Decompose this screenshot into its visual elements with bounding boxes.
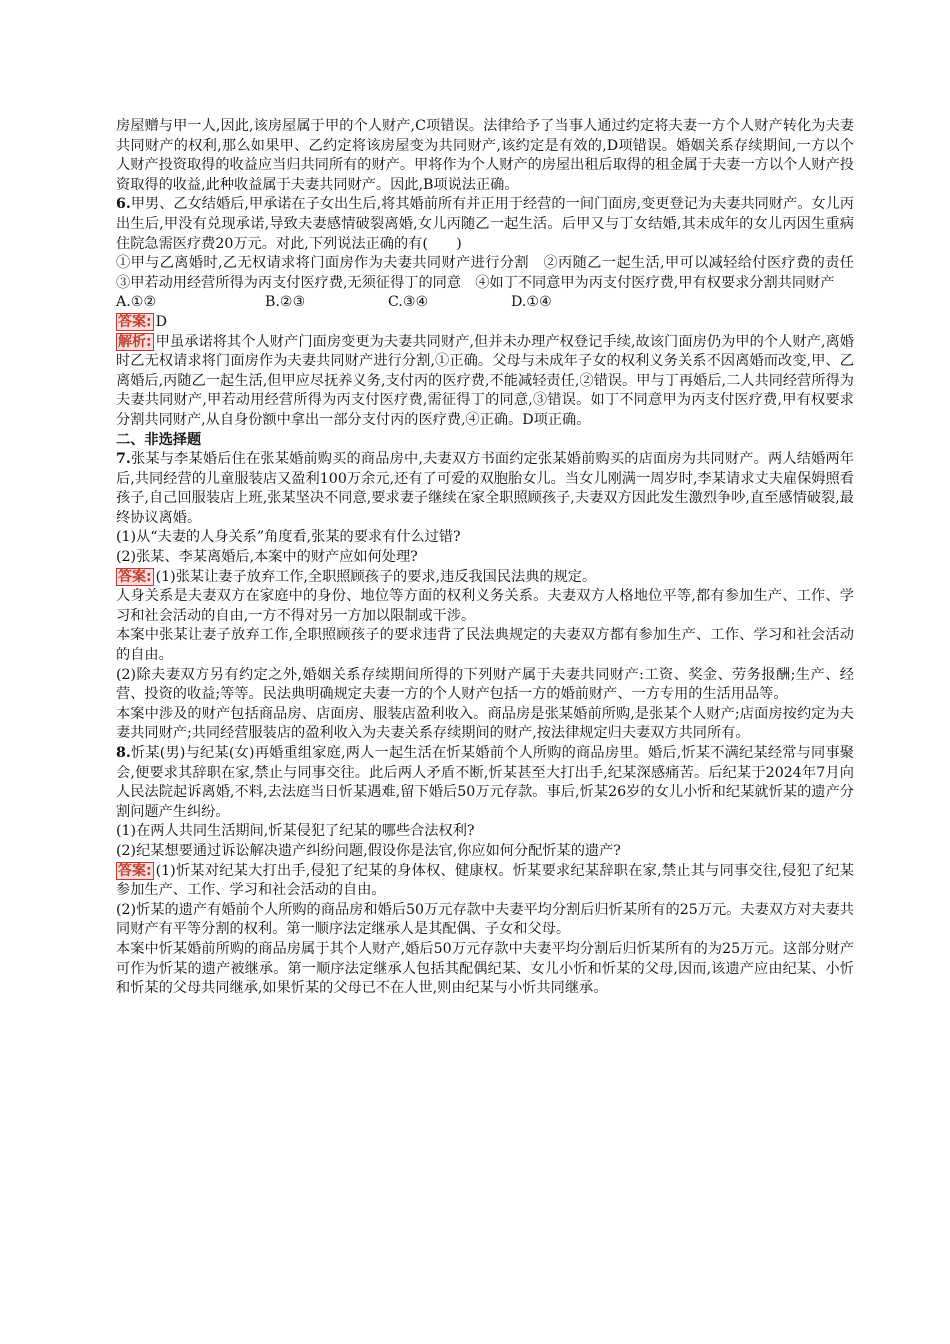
question-number: 7. <box>116 451 131 468</box>
answer-1 <box>116 568 854 588</box>
question-8 <box>116 744 854 999</box>
stem-text: 甲男、乙女结婚后,甲承诺在子女出生后,将其婚前所有并正用于经营的一间门面房,变更登记为夫妻共同财产。女儿丙出生后,甲没有兑现承诺,导致夫妻感情破裂离婚,女儿丙随乙一起生活。后甲又与丁女结婚,其未成年的女儿丙因生重病住院急需医疗费20万元。对此,下列说法正确的有( ) <box>116 196 854 252</box>
question-stem <box>116 195 854 254</box>
options-row <box>116 293 854 313</box>
answer-2: (2)忻某的遗产有婚前个人所购的商品房和婚后50万元存款中夫妻平均分割后归忻某所有的25万元。夫妻双方对夫妻共同财产有平等分割的权利。第一顺序法定继承人是其配偶、子女和父母。 <box>116 901 854 938</box>
answer-value: D <box>155 313 167 330</box>
question-stem <box>116 744 854 822</box>
answer-text: (1)张某让妻子放弃工作,全职照顾孩子的要求,违反我国民法典的规定。 <box>155 568 597 585</box>
continuation-paragraph: 房屋赠与甲一人,因此,该房屋属于甲的个人财产,C项错误。法律给予了当事人通过约定将夫妻一方个人财产转化为夫妻共同财产的权利,那么如果甲、乙约定将该房屋变为共同财产,该约定是有效的,D项错误。婚姻关系存续期间,一方以个人财产投资取得的收益应当归共同所有的财产。甲将作为个人财产的房屋出租后取得的租金属于夫妻一方以个人财产投资取得的收益,此种收益属于夫妻共同财产。因此,B项说法正确。 <box>116 118 854 193</box>
stem-text: 张某与李某婚后住在张某婚前购买的商品房中,夫妻双方书面约定张某婚前购买的店面房为共同财产。两人结婚两年后,共同经营的儿童服装店又盈利100万余元,还有了可爱的双胞胎女儿。当女儿刚满一周岁时,李某请求丈夫雇保姆照看孩子,自己回服装店上班,张某坚决不同意,要求妻子继续在家全职照顾孩子,夫妻双方因此发生激烈争吵,直至感情破裂,最终协议离婚。 <box>116 451 854 526</box>
answer-tag: 答案: <box>118 568 152 585</box>
sub-question-2: (2)纪某想要通过诉讼解决遗产纠纷问题,假设你是法官,你应如何分配忻某的遗产? <box>116 842 621 859</box>
sub-question-1: (1)从“夫妻的人身关系”角度看,张某的要求有什么过错? <box>116 529 461 546</box>
answer-text: (1)忻某对纪某大打出手,侵犯了纪某的身体权、健康权。忻某要求纪某辞职在家,禁止其与同事交往,侵犯了纪某参加生产、工作、学习和社会活动的自由。 <box>116 862 854 899</box>
answer-2: (2)除夫妻双方另有约定之外,婚姻关系存续期间所得的下列财产属于夫妻共同财产:工资、奖金、劳务报酬;生产、经营、投资的收益;等等。民法典明确规定夫妻一方的个人财产包括一方的婚前财产、一方专用的生活用品等。 <box>116 666 854 703</box>
answer-2-case: 本案中忻某婚前所购的商品房属于其个人财产,婚后50万元存款中夫妻平均分割后归忻某所有的为25万元。这部分财产可作为忻某的遗产被继承。第一顺序法定继承人包括其配偶纪某、女儿小忻和忻某的父母,因而,该遗产应由纪某、小忻和忻某的父母共同继承,如果忻某的父母已不在人世,则由纪某与小忻共同继承。 <box>116 940 854 997</box>
answer-tag: 答案: <box>118 313 152 330</box>
option-b: B.②③ <box>265 294 306 311</box>
answer-2-case: 本案中涉及的财产包括商品房、店面房、服装店盈利收入。商品房是张某婚前所购,是张某个人财产;店面房按约定为夫妻共同财产;共同经营服装店的盈利收入为夫妻关系存续期间的财产,按法律规定归夫妻双方共同所有。 <box>116 705 854 742</box>
question-number: 8. <box>116 745 131 761</box>
option-c: C.③④ <box>388 294 429 311</box>
answer-line <box>116 313 854 333</box>
answer-1 <box>116 862 854 901</box>
analysis-text: 甲虽承诺将其个人财产门面房变更为夫妻共同财产,但并未办理产权登记手续,故该门面房仍为甲的个人财产,离婚时乙无权请求将门面房作为夫妻共同财产进行分割,①正确。父母与未成年子女的权利义务关系不因离婚而改变,甲、乙离婚后,丙随乙一起生活,但甲应尽抚养义务,支付丙的医疗费,不能减轻责任,②错误。甲与丁再婚后,二人共同经营所得为夫妻共同财产,甲若动用经营所得为丙支付医疗费,需征得丁的同意,③错误。如丁不同意甲为丙支付医疗费,甲有权要求分割共同财产,从自身份额中拿出一部分支付丙的医疗费,④正确。D项正确。 <box>116 333 854 428</box>
option-a: A.①② <box>116 294 157 311</box>
question-stem <box>116 450 854 528</box>
sub-question-2: (2)张某、李某离婚后,本案中的财产应如何处理? <box>116 549 418 566</box>
question-6 <box>116 195 869 430</box>
stem-text: 忻某(男)与纪某(女)再婚重组家庭,两人一起生活在忻某婚前个人所购的商品房里。婚后,忻某不满纪某经常与同事聚会,便要求其辞职在家,禁止与同事交往。此后两人矛盾不断,忻某甚至大打出手,纪某深感痛苦。后纪某于2024年7月向人民法院起诉离婚,不料,去法庭当日忻某遇难,留下婚后50万元存款。事后,忻某26岁的女儿小忻和纪某就忻某的遗产分割问题产生纠纷。 <box>116 745 854 820</box>
sub-question-1: (1)在两人共同生活期间,忻某侵犯了纪某的哪些合法权利? <box>116 823 475 840</box>
question-number: 6. <box>116 196 131 213</box>
document-page <box>116 117 869 999</box>
option-d: D.①④ <box>511 294 552 311</box>
section-heading: 二、非选择题 <box>116 431 202 448</box>
analysis <box>116 333 854 431</box>
answer-1-case: 本案中张某让妻子放弃工作,全职照顾孩子的要求违背了民法典规定的夫妻双方都有参加生产、工作、学习和社会活动的自由。 <box>116 627 854 664</box>
question-7 <box>116 450 854 744</box>
answer-1-detail: 人身关系是夫妻双方在家庭中的身份、地位等方面的权利义务关系。夫妻双方人格地位平等,都有参加生产、工作、学习和社会活动的自由,一方不得对另一方加以限制或干涉。 <box>116 588 854 624</box>
answer-tag: 答案: <box>118 862 152 879</box>
analysis-tag: 解析: <box>118 333 152 350</box>
statements: ①甲与乙离婚时,乙无权请求将门面房作为夫妻共同财产进行分割 ②丙随乙一起生活,甲可以减轻给付医疗费的责任 ③甲若动用经营所得为丙支付医疗费,无须征得丁的同意 ④如丁不同意甲为丙支付医疗费,甲有权要求分割共同财产 <box>116 255 869 291</box>
